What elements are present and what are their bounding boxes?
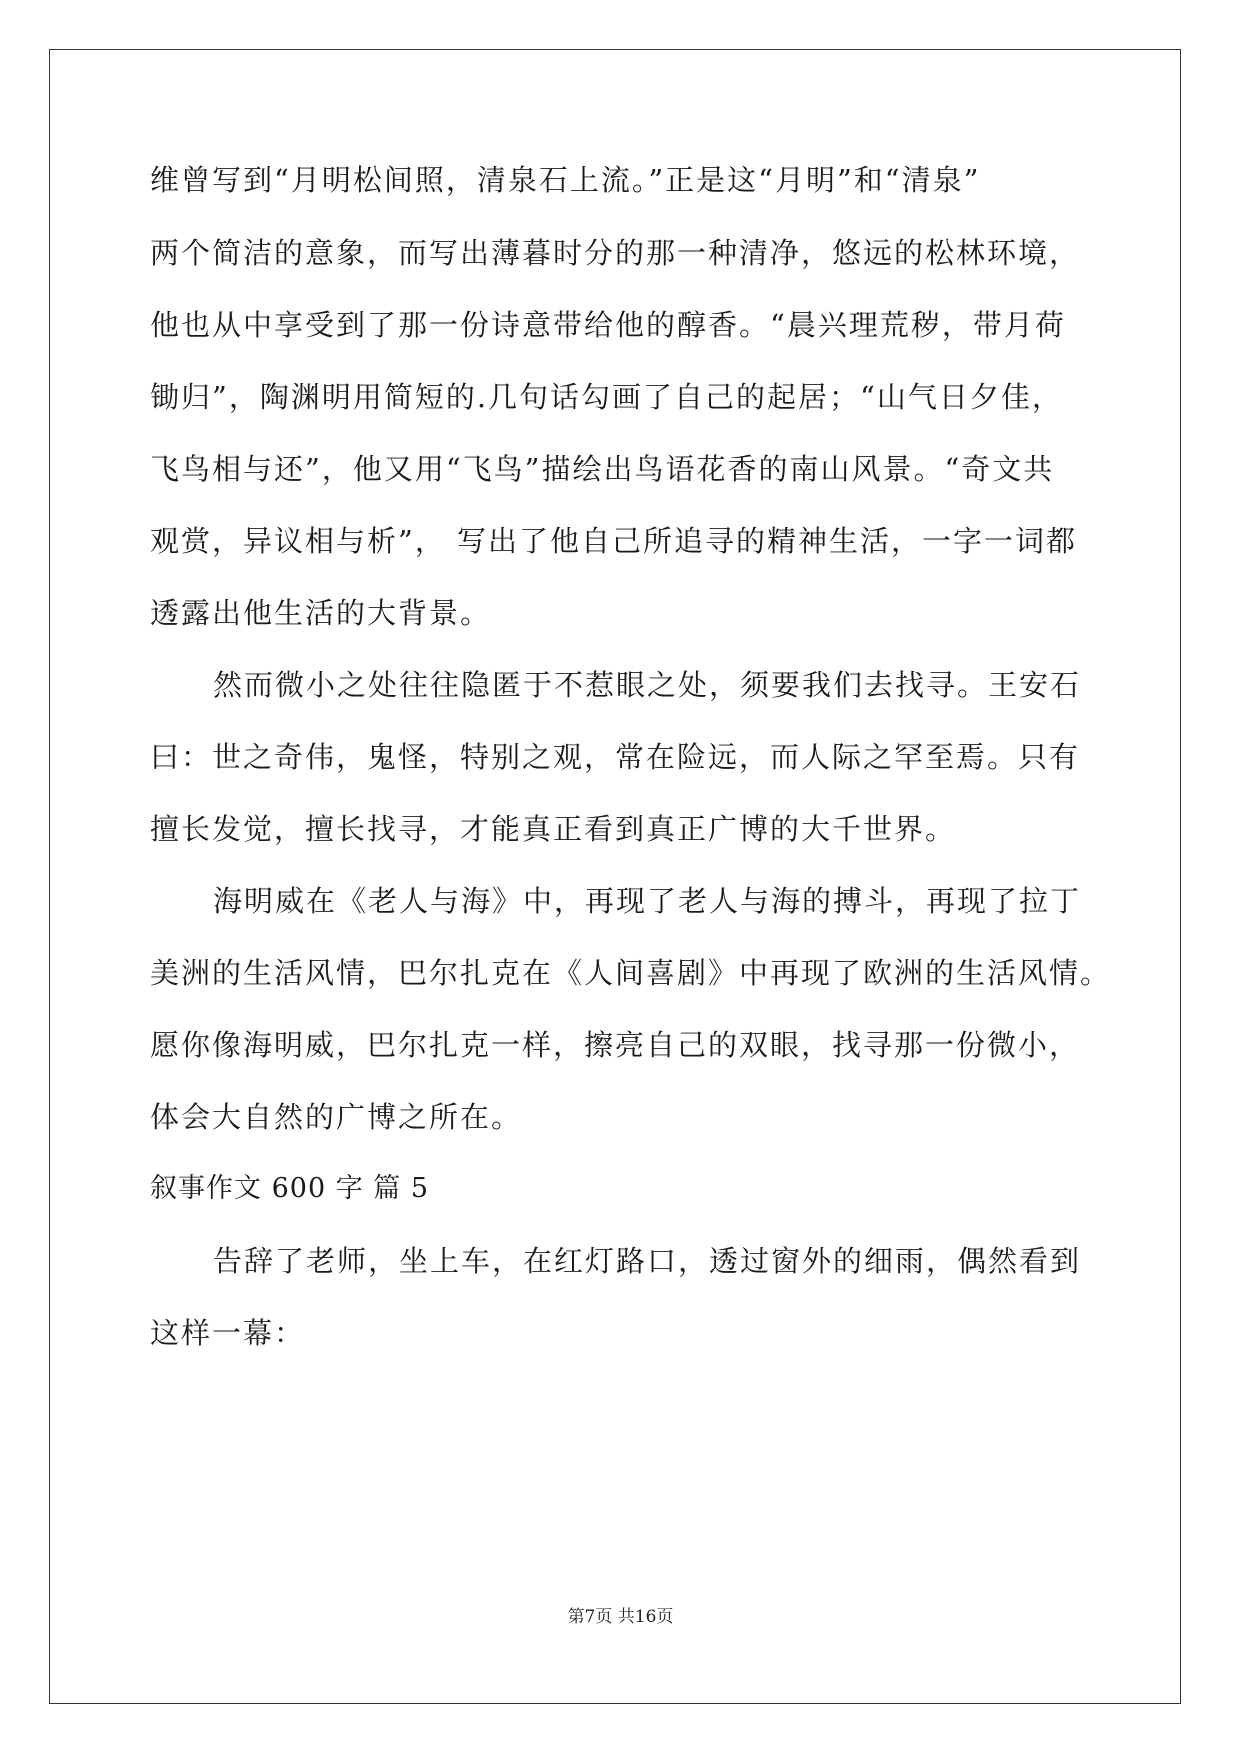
text-line: 海明威在《老人与海》中，再现了老人与海的搏斗，再现了拉丁 bbox=[213, 884, 1082, 918]
text-line: 透露出他生活的大背景。 bbox=[150, 596, 492, 630]
text-line: 曰：世之奇伟，鬼怪，特别之观，常在险远，而人际之罕至焉。只有 bbox=[150, 740, 1081, 774]
text-line: 然而微小之处往往隐匿于不惹眼之处，须要我们去找寻。王安石 bbox=[213, 668, 1082, 702]
text-line: 观赏，异议相与析”， 写出了他自己所追寻的精神生活，一字一词都 bbox=[150, 524, 1078, 558]
page-number: 第7页 共16页 bbox=[567, 1607, 674, 1627]
text-line: 他也从中享受到了那一份诗意带给他的醇香。“晨兴理荒秽，带月荷 bbox=[150, 308, 1066, 342]
text-line: 飞鸟相与还”，他又用“飞鸟”描绘出鸟语花香的南山风景。“奇文共 bbox=[150, 452, 1055, 486]
text-line: 两个简洁的意象，而写出薄暮时分的那一种清净，悠远的松林环境， bbox=[150, 236, 1081, 270]
text-line: 美洲的生活风情，巴尔扎克在《人间喜剧》中再现了欧洲的生活风情。 bbox=[150, 956, 1112, 990]
text-line: 愿你像海明威，巴尔扎克一样，擦亮自己的双眼，找寻那一份微小， bbox=[150, 1028, 1081, 1062]
text-line: 锄归”，陶渊明用简短的.几句话勾画了自己的起居；“山气日夕佳， bbox=[150, 380, 1063, 414]
text-line: 体会大自然的广博之所在。 bbox=[150, 1100, 523, 1134]
text-line: 擅长发觉，擅长找寻，才能真正看到真正广博的大千世界。 bbox=[150, 812, 957, 846]
text-line: 这样一幕： bbox=[150, 1316, 306, 1350]
text-line: 维曾写到“月明松间照，清泉石上流。”正是这“月明”和“清泉” bbox=[150, 163, 981, 197]
text-line: 告辞了老师，坐上车，在红灯路口，透过窗外的细雨，偶然看到 bbox=[213, 1244, 1082, 1278]
page-border bbox=[49, 49, 1181, 1704]
section-heading: 叙事作文 600 字 篇 5 bbox=[150, 1173, 430, 1204]
